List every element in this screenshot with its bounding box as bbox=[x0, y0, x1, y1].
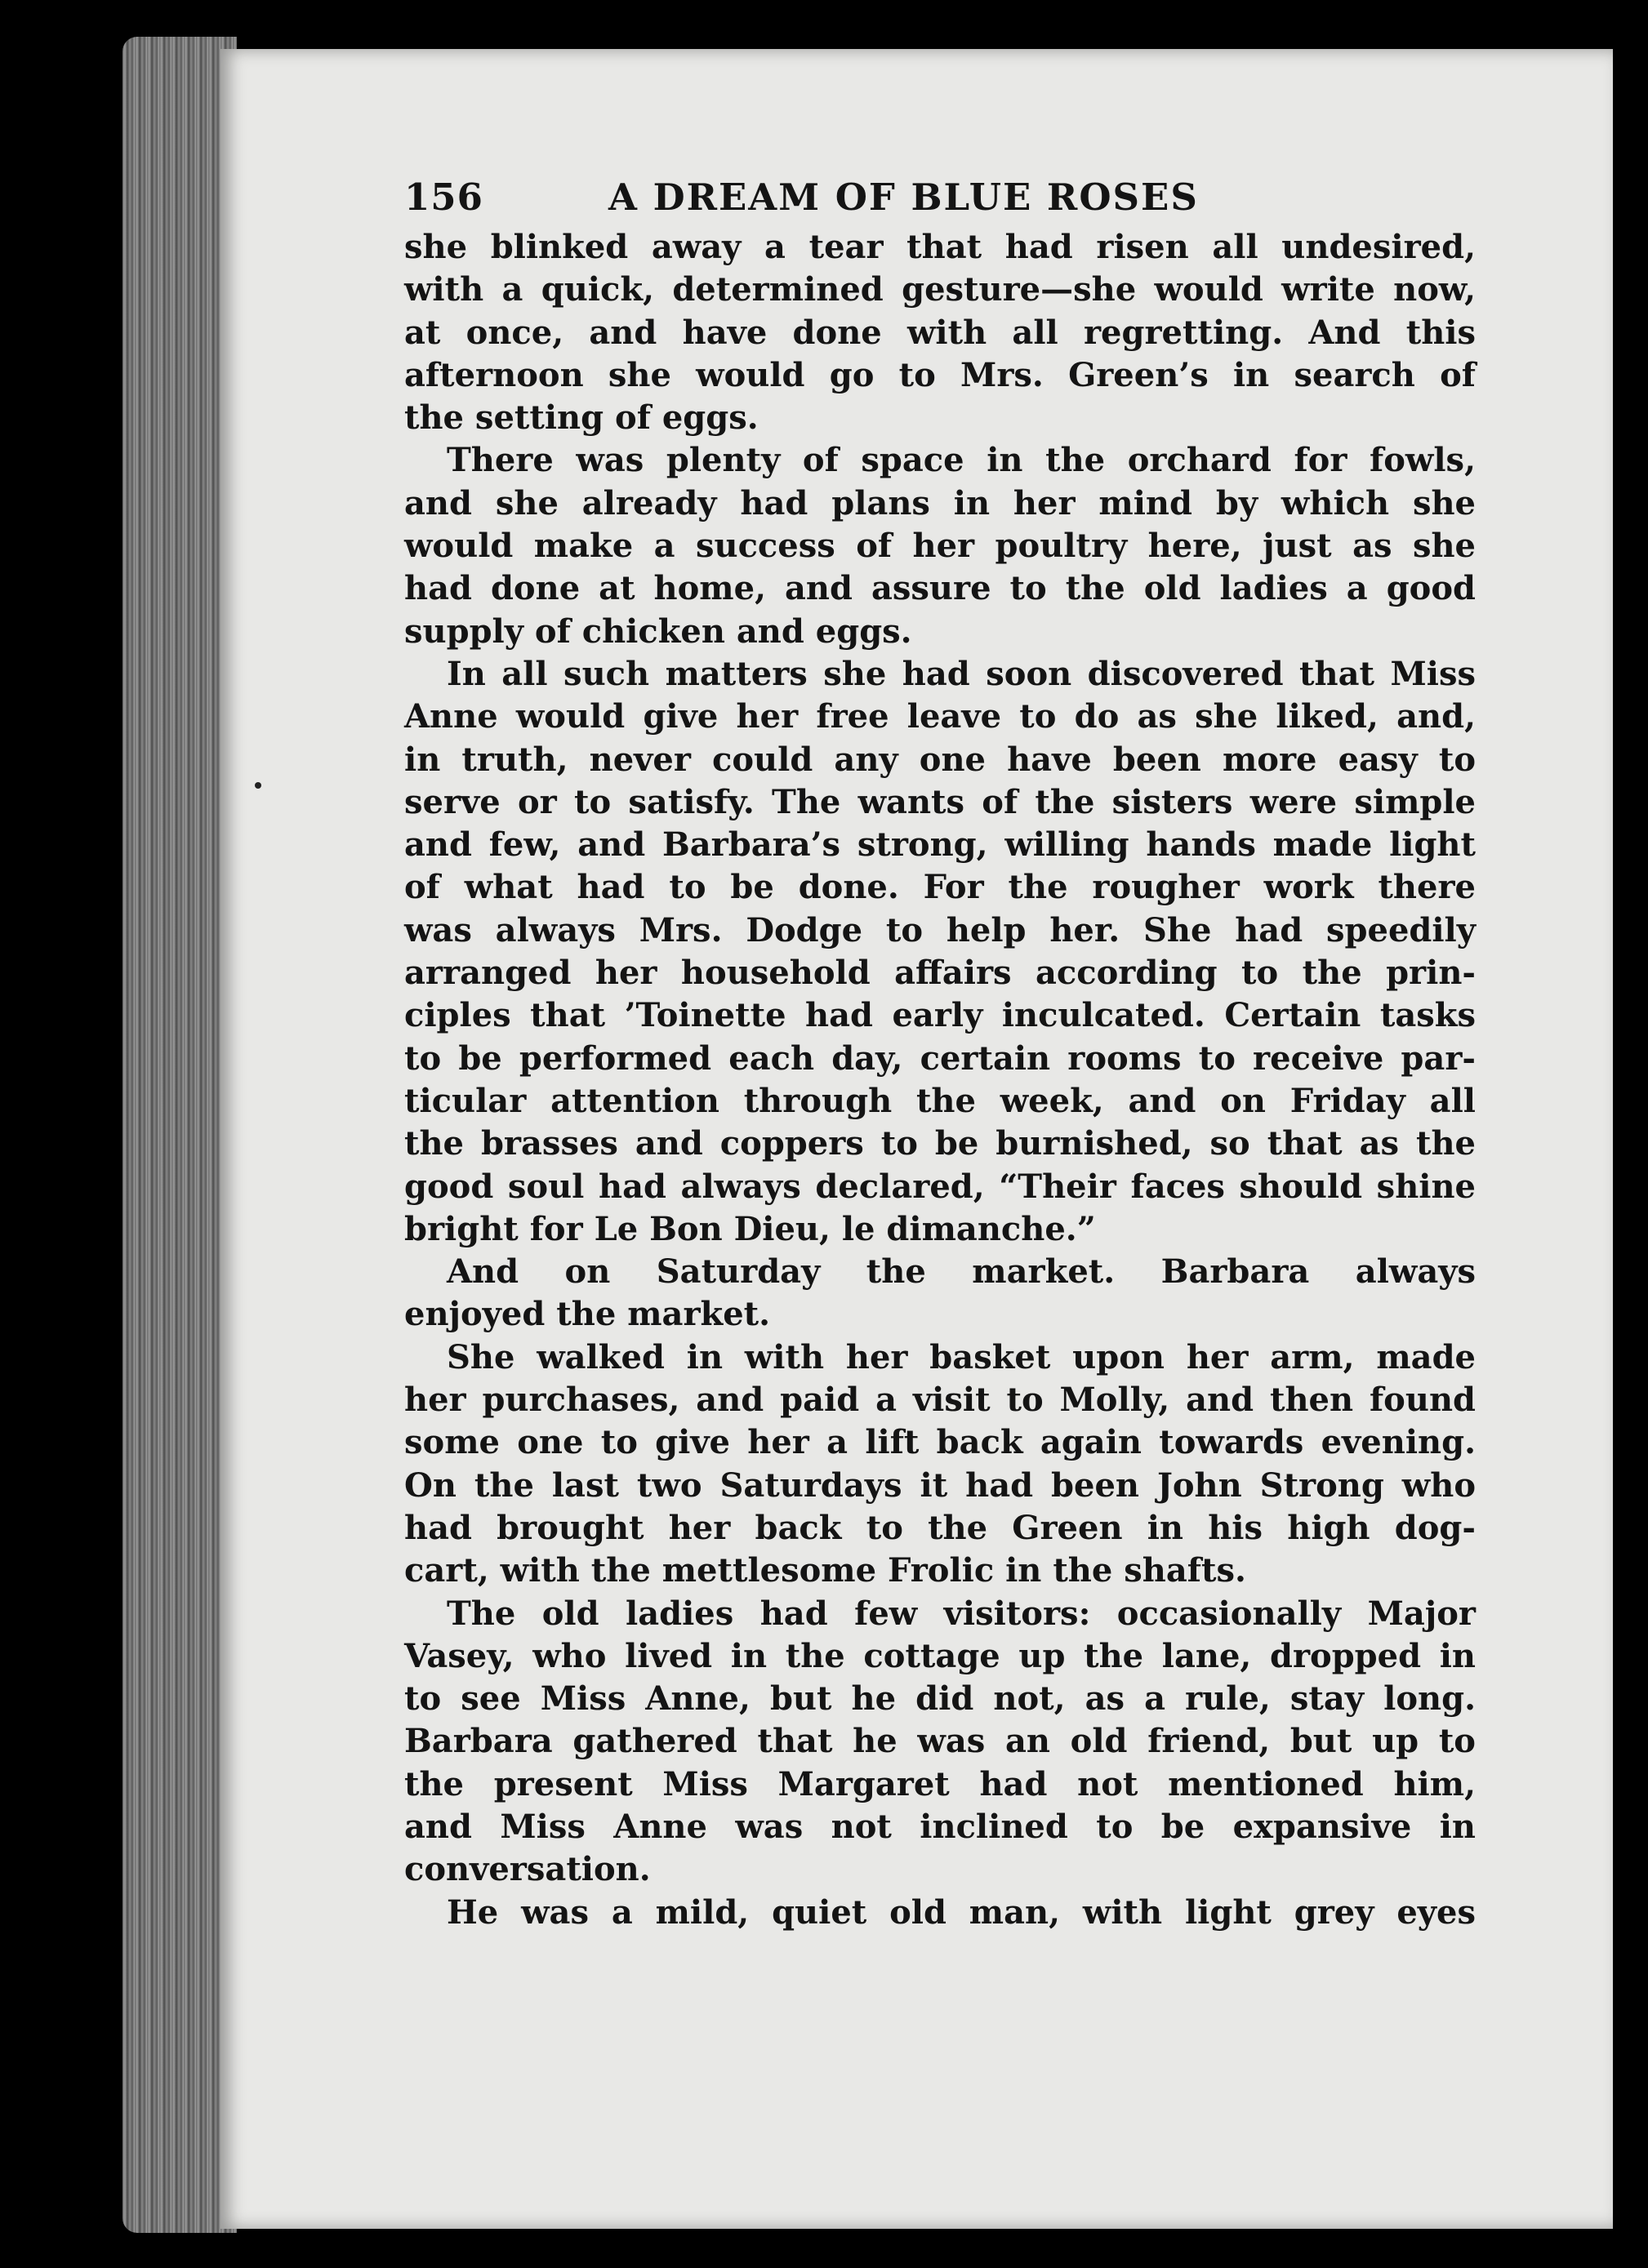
running-head bbox=[404, 176, 1476, 226]
text-line: arranged her household affairs according to the prin- bbox=[404, 954, 1476, 993]
text-line: afternoon she would go to Mrs. Green’s in search of bbox=[404, 355, 1476, 394]
text-line: He was a mild, quiet old man, with light grey eyes bbox=[447, 1892, 1476, 1932]
text-line: ticular attention through the week, and on Friday all bbox=[404, 1081, 1476, 1120]
text-line: In all such matters she had soon discovered that Miss bbox=[447, 654, 1476, 693]
text-line: serve or to satisfy. The wants of the sisters were simple bbox=[404, 782, 1476, 821]
text-line: conversation. bbox=[404, 1850, 651, 1889]
text-line: Vasey, who lived in the cottage up the lane, dropped in bbox=[404, 1636, 1476, 1675]
text-line: she blinked away a tear that had risen all undesired, bbox=[404, 228, 1476, 266]
text-line: would make a success of her poultry here, just as she bbox=[404, 527, 1476, 566]
text-line: was always Mrs. Dodge to help her. She had speedily bbox=[404, 910, 1476, 949]
text-line: to be performed each day, certain rooms to receive par- bbox=[404, 1038, 1476, 1078]
text-line: had brought her back to the Green in his high dog- bbox=[404, 1508, 1476, 1547]
body-text bbox=[404, 226, 1476, 1934]
text-line: Barbara gathered that he was an old friend, but up to bbox=[404, 1722, 1476, 1761]
text-line: On the last two Saturdays it had been John Strong who bbox=[404, 1465, 1476, 1505]
dust-speck bbox=[255, 782, 261, 789]
running-head-title: A DREAM OF BLUE ROSES bbox=[608, 176, 1199, 219]
text-line: with a quick, determined gesture—she would write now, bbox=[404, 270, 1476, 309]
text-line: to see Miss Anne, but he did not, as a rule, stay long. bbox=[404, 1679, 1476, 1719]
text-line: She walked in with her basket upon her arm, made bbox=[447, 1337, 1476, 1376]
text-line: ciples that ’Toinette had early inculcated. Certain tasks bbox=[404, 996, 1476, 1035]
text-line: had done at home, and assure to the old ladies a good bbox=[404, 569, 1476, 608]
text-line: her purchases, and paid a visit to Molly, and then found bbox=[404, 1381, 1476, 1420]
page-number: 156 bbox=[404, 176, 483, 219]
text-line: the brasses and coppers to be burnished, so that as the bbox=[404, 1124, 1476, 1163]
text-line: enjoyed the market. bbox=[404, 1295, 771, 1334]
text-line: and few, and Barbara’s strong, willing hands made light bbox=[404, 825, 1476, 865]
text-line: bright for Le Bon Dieu, le dimanche.” bbox=[404, 1209, 1096, 1248]
text-line: the setting of eggs. bbox=[404, 398, 759, 438]
text-line: in truth, never could any one have been more easy to bbox=[404, 740, 1476, 779]
text-line: good soul had always declared, “Their faces should shine bbox=[404, 1167, 1476, 1206]
text-line: cart, with the mettlesome Frolic in the shafts. bbox=[404, 1551, 1246, 1590]
text-line: at once, and have done with all regretting. And this bbox=[404, 313, 1476, 352]
page-edges bbox=[122, 37, 237, 2233]
text-line: There was plenty of space in the orchard for fowls, bbox=[447, 441, 1476, 480]
text-line: of what had to be done. For the rougher work there bbox=[404, 868, 1476, 907]
text-line: Anne would give her free leave to do as she liked, and, bbox=[404, 697, 1476, 736]
text-line: and Miss Anne was not inclined to be expansive in bbox=[404, 1807, 1476, 1846]
page-text-block bbox=[404, 176, 1476, 1934]
text-line: And on Saturday the market. Barbara always bbox=[447, 1252, 1476, 1292]
text-line: and she already had plans in her mind by which she bbox=[404, 483, 1476, 523]
text-line: the present Miss Margaret had not mentioned him, bbox=[404, 1764, 1476, 1803]
text-line: some one to give her a lift back again towards evening. bbox=[404, 1423, 1476, 1462]
text-line: supply of chicken and eggs. bbox=[404, 611, 912, 651]
text-line: The old ladies had few visitors: occasionally Major bbox=[447, 1594, 1476, 1633]
